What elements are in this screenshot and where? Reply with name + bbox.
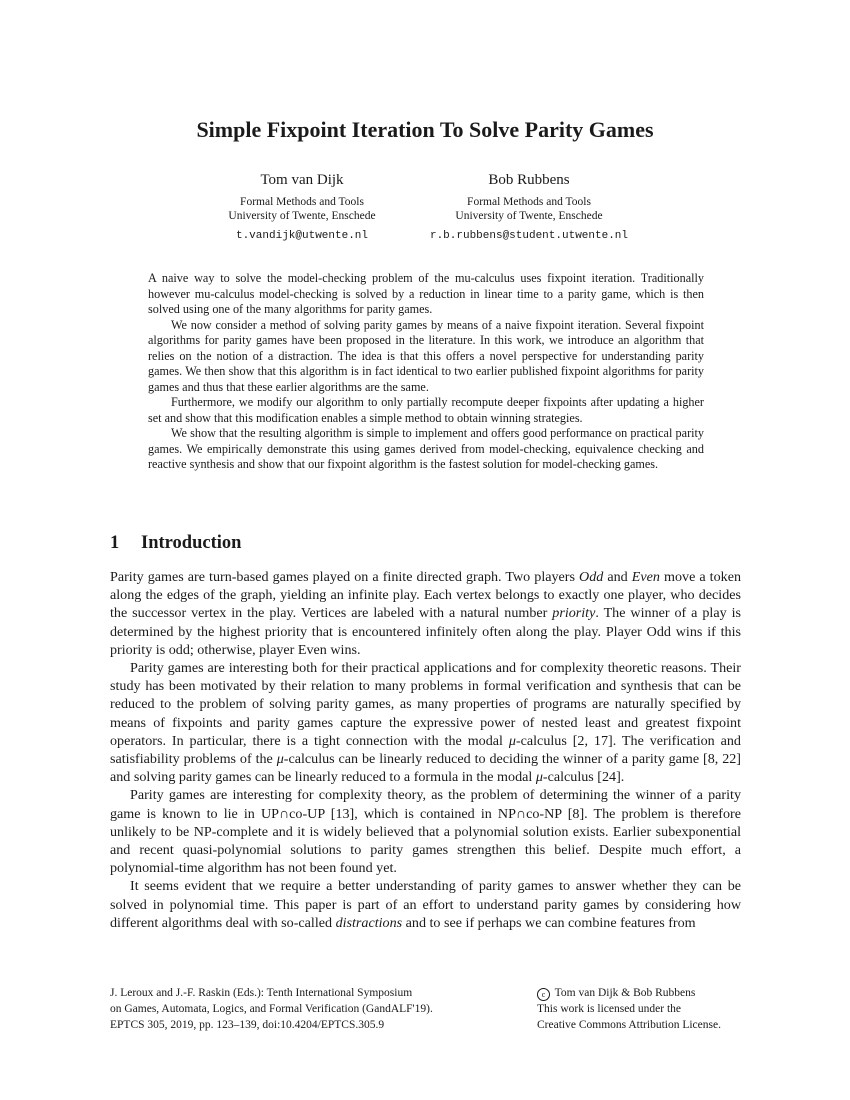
abstract-paragraph: A naive way to solve the model-checking problem of the mu-calculus uses fixpoint iteration. Traditionally however mu-calculus model-checking is solved by a reduction in linear time to a parity game, which is then solved using one of the many algorithms for parity games.: [148, 271, 704, 316]
copyright-icon: c: [537, 988, 550, 1001]
venue-line: J. Leroux and J.-F. Raskin (Eds.): Tenth International Symposium: [110, 987, 413, 999]
abstract-paragraph: We now consider a method of solving parity games by means of a naive fixpoint iteration. Several fixpoint algorithms for parity games have been proposed in the literature. In this work, we introduce an algorithm that relies on the notion of a distraction. The idea is that this offers a novel perspective for understanding parity games. We then show that this algorithm is in fact identical to two earlier published fixpoint algorithms for parity games and thus that these earlier algorithms are the same.: [148, 317, 704, 394]
abstract: [148, 271, 704, 473]
license-footer: [537, 985, 721, 1033]
license-link[interactable]: Creative Commons Attribution License.: [537, 1019, 721, 1031]
author-name: Tom van Dijk: [260, 172, 344, 188]
author-university: University of Twente, Enschede: [228, 210, 376, 222]
author-university: University of Twente, Enschede: [455, 210, 603, 222]
author-department: Formal Methods and Tools: [240, 196, 364, 208]
copyright-line: c Tom van Dijk & Bob Rubbens: [537, 985, 721, 1001]
section-number: 1: [110, 533, 120, 553]
paper-title: Simple Fixpoint Iteration To Solve Parity Games: [196, 117, 654, 142]
license-line: This work is licensed under the: [537, 1003, 682, 1015]
body-paragraph: It seems evident that we require a better understanding of parity games to answer whether they can be solved in polynomial time. This paper is part of an effort to understand parity games by considering how different algorithms deal with so-called distractions and to see if perhaps we can combine features from: [110, 878, 741, 931]
venue-footer: [110, 985, 433, 1033]
venue-line: EPTCS 305, 2019, pp. 123–139, doi:10.4204/EPTCS.305.9: [110, 1019, 385, 1031]
introduction-body: [110, 568, 741, 932]
author-email[interactable]: t.vandijk@utwente.nl: [235, 230, 369, 242]
section-heading: [110, 531, 241, 555]
abstract-paragraph: We show that the resulting algorithm is simple to implement and offers good performance on practical parity games. We empirically demonstrate this using games derived from model-checking, equivalence checking and reactive synthesis and show that our fixpoint algorithm is the fastest solution for model-checking games.: [148, 426, 704, 471]
author-name: Bob Rubbens: [488, 172, 570, 188]
venue-line: on Games, Automata, Logics, and Formal Verification (GandALF'19).: [110, 1003, 433, 1015]
section-title: Introduction: [141, 533, 242, 553]
body-paragraph: Parity games are interesting for complexity theory, as the problem of determining the winner of a parity game is known to lie in UP∩co-UP [13], which is contained in NP∩co-NP [8]. The problem is therefore unlikely to be NP-complete and it is widely believed that a polynomial solution exists. Earlier subexponential and recent quasi-polynomial solutions to parity games strengthen this belief. Despite much effort, a polynomial-time algorithm has not been found yet.: [110, 787, 741, 877]
author-department: Formal Methods and Tools: [467, 196, 591, 208]
author-block-2: [399, 170, 659, 243]
author-block-1: [172, 170, 432, 243]
abstract-paragraph: Furthermore, we modify our algorithm to only partially recompute deeper fixpoints after updating a higher set and show that this modification enables a simple method to obtain winning strategies.: [148, 395, 704, 425]
body-paragraph: Parity games are turn-based games played on a finite directed graph. Two players Odd and Even move a token along the edges of the graph, yielding an infinite play. Each vertex belongs to exactly one player, who decides the successor vertex in the play. Vertices are labeled with a natural number priority. The winner of a play is determined by the highest priority that is encountered infinitely often along the play. Player Odd wins if this priority is odd; otherwise, player Even wins.: [110, 569, 741, 658]
body-paragraph: Parity games are interesting both for their practical applications and for complexity theoretic reasons. Their study has been motivated by their relation to many problems in formal verification and synthesis that can be reduced to the problem of solving parity games, as many properties of programs are naturally specified by means of fixpoints and parity games capture the expressive power of nested least and greatest fixpoint operators. In particular, there is a tight connection with the modal μ-calculus [2, 17]. The verification and satisfiability problems of the μ-calculus can be linearly reduced to deciding the winner of a parity game [8, 22] and solving parity games can be linearly reduced to a formula in the modal μ-calculus [24].: [110, 660, 741, 786]
author-email[interactable]: r.b.rubbens@student.utwente.nl: [429, 230, 629, 242]
